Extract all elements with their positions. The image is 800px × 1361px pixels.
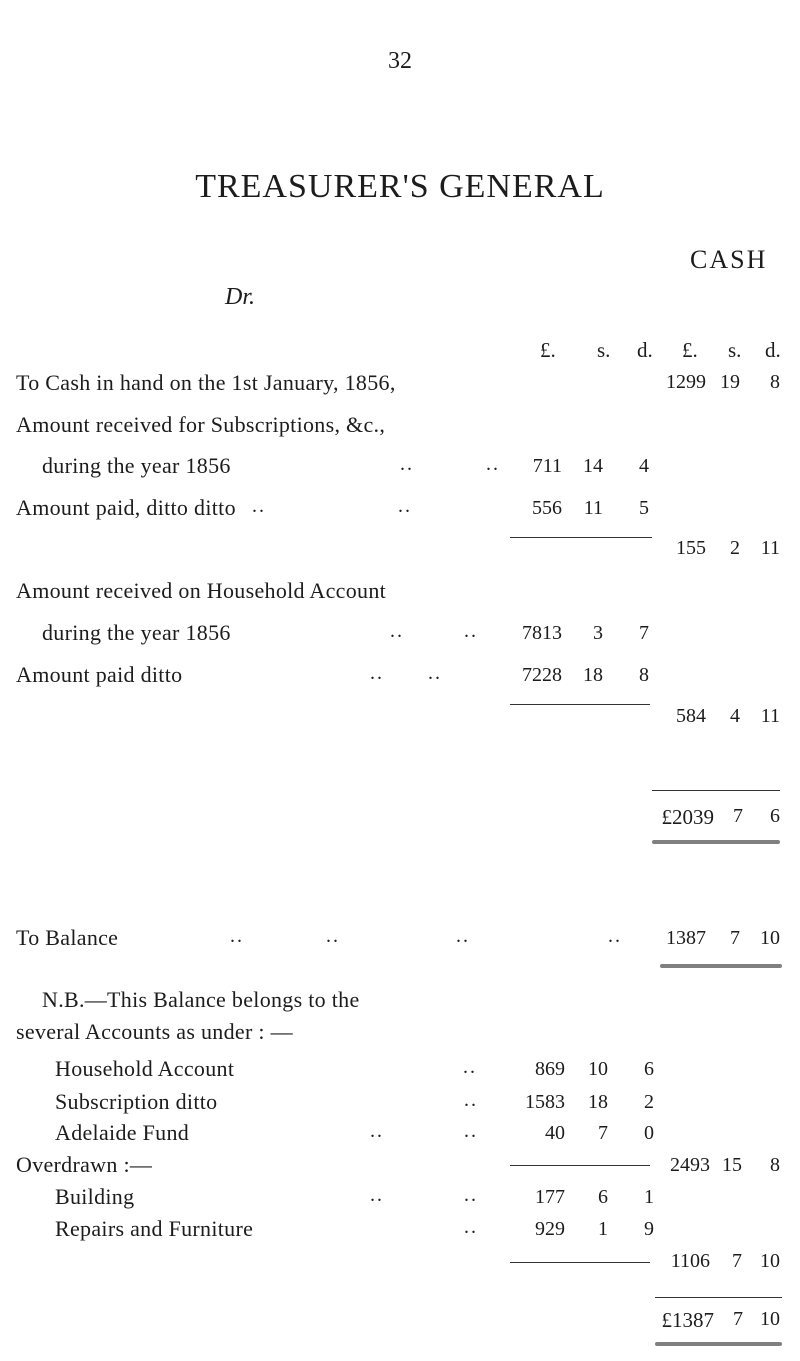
total-shillings: 4 <box>730 705 740 727</box>
leader-dots: .. <box>326 925 340 947</box>
total-pence: 8 <box>770 371 780 393</box>
col-header-shillings: s. <box>597 338 611 362</box>
leader-dots: .. <box>608 925 622 947</box>
overdrawn-item-pence: 1 <box>644 1186 654 1208</box>
amount-shillings: 3 <box>593 622 603 644</box>
entry-household-paid-label: Amount paid ditto <box>16 662 183 687</box>
balance-pence: 10 <box>760 927 780 949</box>
overdrawn-item-shillings: 1 <box>598 1218 608 1240</box>
double-rule <box>655 1342 782 1346</box>
amount-shillings: 18 <box>583 664 603 686</box>
entry-cash-in-hand-label: To Cash in hand on the 1st January, 1856, <box>16 370 396 395</box>
leader-dots: .. <box>370 662 384 684</box>
entry-to-balance-label: To Balance <box>16 925 119 950</box>
total-rule <box>652 790 780 791</box>
leader-dots: .. <box>370 1184 384 1206</box>
total-shillings: 2 <box>730 537 740 559</box>
note-subtotal-pence: 8 <box>770 1154 780 1176</box>
overdrawn-item-label: Building <box>55 1184 135 1209</box>
final-total-pounds: £1387 <box>661 1308 714 1332</box>
leader-dots: .. <box>464 620 478 642</box>
total-shillings: 19 <box>720 371 740 393</box>
final-total-pence: 10 <box>760 1308 780 1330</box>
leader-dots: .. <box>464 1184 478 1206</box>
subtotal-rule <box>510 1262 650 1263</box>
col-header-pence: d. <box>637 338 653 362</box>
note-item-pounds: 1583 <box>525 1091 565 1113</box>
amount-pence: 7 <box>639 622 649 644</box>
leader-dots: .. <box>230 925 244 947</box>
amount-pounds: 556 <box>532 497 562 519</box>
amount-shillings: 11 <box>583 497 603 519</box>
note-item-shillings: 7 <box>598 1122 608 1144</box>
leader-dots: .. <box>252 495 266 517</box>
note-item-pounds: 40 <box>545 1122 565 1144</box>
note-subtotal-shillings: 15 <box>722 1154 742 1176</box>
note-line-1: N.B.—This Balance belongs to the <box>42 987 360 1012</box>
final-total-shillings: 7 <box>733 1308 743 1330</box>
grand-total-pounds: £2039 <box>661 805 714 829</box>
entry-household-received-label: Amount received on Household Account <box>16 578 387 603</box>
leader-dots: .. <box>370 1120 384 1142</box>
leader-dots: .. <box>390 620 404 642</box>
total-pounds: 155 <box>676 537 706 559</box>
leader-dots: .. <box>428 662 442 684</box>
overdrawn-item-shillings: 6 <box>598 1186 608 1208</box>
total-rule <box>655 1297 782 1298</box>
amount-shillings: 14 <box>583 455 603 477</box>
page-title: TREASURER'S GENERAL <box>195 168 605 205</box>
entry-subs-received-label: Amount received for Subscriptions, &c., <box>16 412 386 437</box>
leader-dots: .. <box>486 453 500 475</box>
note-item-label: Household Account <box>55 1056 235 1081</box>
overdrawn-item-pence: 9 <box>644 1218 654 1240</box>
overdrawn-item-pounds: 929 <box>535 1218 565 1240</box>
note-item-label: Subscription ditto <box>55 1089 218 1114</box>
note-item-pounds: 869 <box>535 1058 565 1080</box>
overdrawn-item-pounds: 177 <box>535 1186 565 1208</box>
leader-dots: .. <box>464 1120 478 1142</box>
grand-total-shillings: 7 <box>733 805 743 827</box>
subtotal-rule <box>510 704 650 705</box>
amount-pounds: 7228 <box>522 664 562 686</box>
amount-pence: 4 <box>639 455 649 477</box>
leader-dots: .. <box>400 453 414 475</box>
note-item-label: Adelaide Fund <box>55 1120 190 1145</box>
overdrawn-item-label: Repairs and Furniture <box>55 1216 254 1241</box>
col-header-shillings-2: s. <box>728 338 742 362</box>
subtotal-rule <box>510 537 652 538</box>
note-item-shillings: 10 <box>588 1058 608 1080</box>
entry-subs-paid-label: Amount paid, ditto ditto <box>16 495 236 520</box>
entry-subs-received-label-2: during the year 1856 <box>42 453 231 478</box>
page-number: 32 <box>388 48 412 74</box>
double-rule <box>660 964 782 968</box>
leader-dots: .. <box>464 1089 478 1111</box>
overdrawn-total-pence: 10 <box>760 1250 780 1272</box>
balance-pounds: 1387 <box>666 927 706 949</box>
col-header-pounds: £. <box>540 338 556 362</box>
leader-dots: .. <box>464 1216 478 1238</box>
leader-dots: .. <box>463 1056 477 1078</box>
col-header-pence-2: d. <box>765 338 781 362</box>
leader-dots: .. <box>456 925 470 947</box>
total-pence: 11 <box>760 705 780 727</box>
amount-pence: 5 <box>639 497 649 519</box>
overdrawn-total-pounds: 1106 <box>670 1250 710 1272</box>
total-pounds: 1299 <box>666 371 706 393</box>
amount-pounds: 7813 <box>522 622 562 644</box>
col-header-pounds-2: £. <box>682 338 698 362</box>
leader-dots: .. <box>398 495 412 517</box>
note-item-shillings: 18 <box>588 1091 608 1113</box>
entry-household-received-label-2: during the year 1856 <box>42 620 231 645</box>
subtotal-rule <box>510 1165 650 1166</box>
overdrawn-total-shillings: 7 <box>732 1250 742 1272</box>
total-pence: 11 <box>760 537 780 559</box>
note-subtotal-pounds: 2493 <box>670 1154 710 1176</box>
debit-side-label: Dr. <box>225 284 256 310</box>
note-item-pence: 6 <box>644 1058 654 1080</box>
balance-shillings: 7 <box>730 927 740 949</box>
page-subtitle: CASH <box>690 245 768 274</box>
overdrawn-label: Overdrawn :— <box>16 1152 153 1177</box>
grand-total-pence: 6 <box>770 805 780 827</box>
double-rule <box>652 840 780 844</box>
note-line-2: several Accounts as under : — <box>16 1019 293 1044</box>
amount-pence: 8 <box>639 664 649 686</box>
note-item-pence: 0 <box>644 1122 654 1144</box>
total-pounds: 584 <box>676 705 706 727</box>
amount-pounds: 711 <box>532 455 562 477</box>
note-item-pence: 2 <box>644 1091 654 1113</box>
